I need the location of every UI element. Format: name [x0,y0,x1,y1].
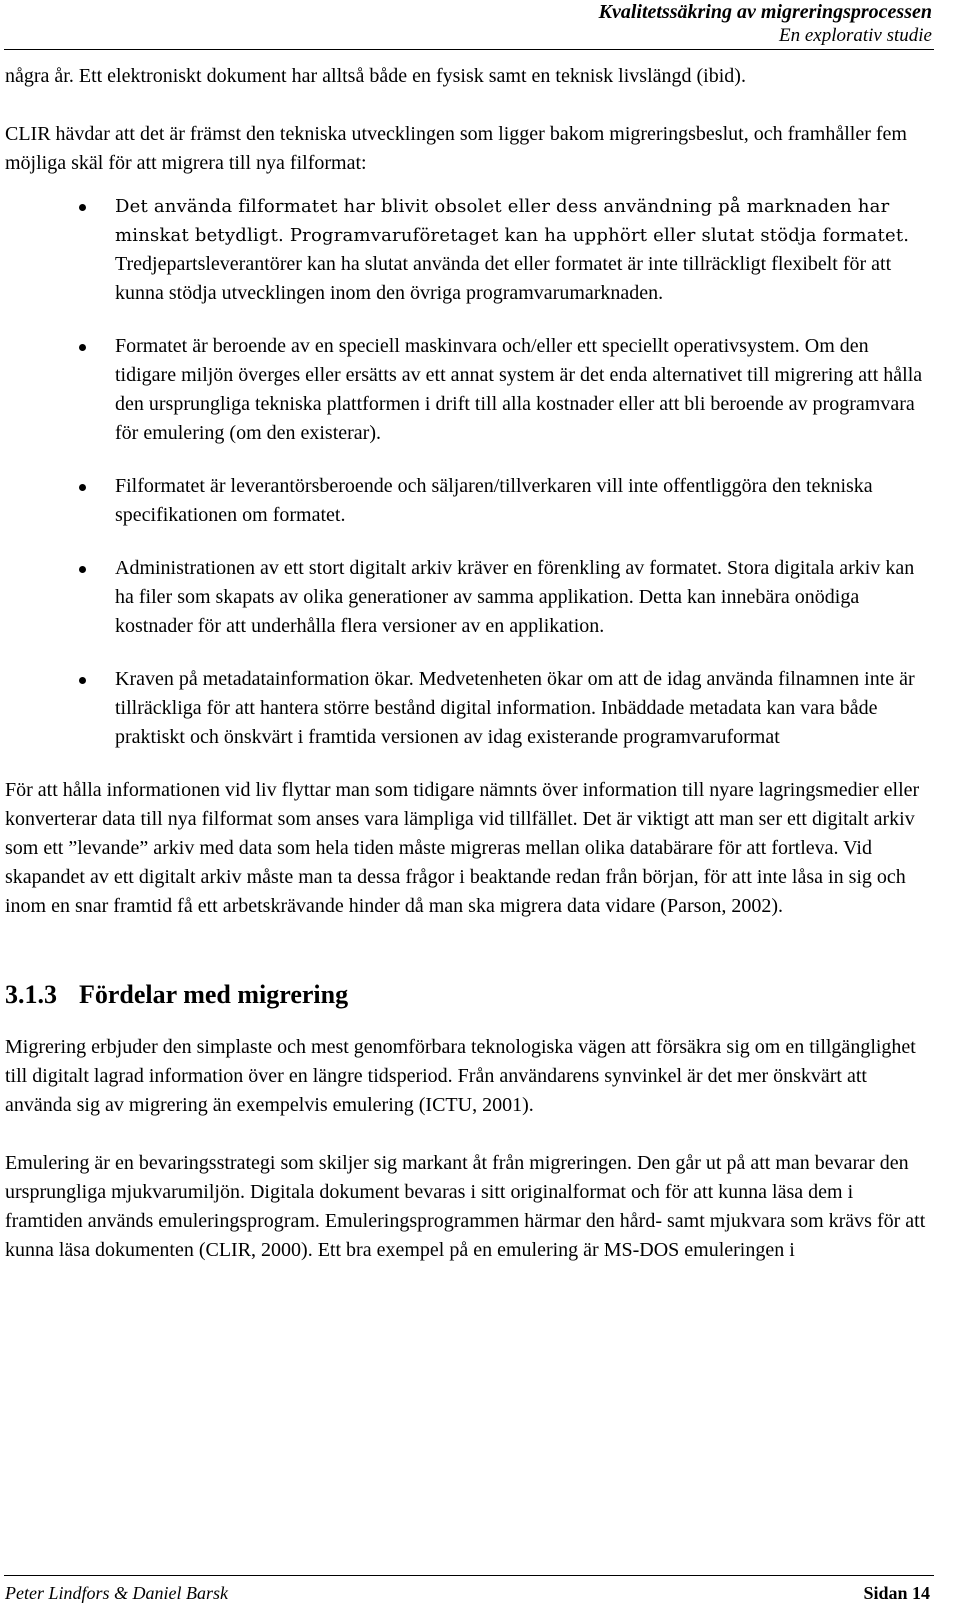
header-divider [4,49,934,50]
bullet-icon [79,566,86,573]
list-item-text: Om den tidigare miljön överges eller ersätts av ett annat system är det enda alternativet till migrering att hålla den ursprungliga tekniska plattformen i drift till alla kostnader eller att bli beroende av programvara för emulering (om den existerar). [115,335,923,444]
paragraph: några år. Ett elektroniskt dokument har alltså både en fysisk samt en teknisk livslängd (ibid). [5,65,746,87]
section-title: Fördelar med migrering [79,980,349,1009]
section-heading [5,979,930,1011]
list-item-lead: Formatet är beroende av en speciell maskinvara och/eller ett speciellt operativsystem. [115,335,800,357]
list-item [5,192,930,308]
list-item-lead: Det använda filformatet har blivit obsolet eller dess användning på marknaden har minskat betydligt. Programvaruföretaget kan ha upphört eller slutat stödja formatet. [115,196,910,246]
list-item-lead: Filformatet är leverantörsberoende och säljaren/tillverkaren vill inte offentliggöra den tekniska specifikationen om formatet. [115,475,873,526]
footer-authors: Peter Lindfors & Daniel Barsk [5,1583,228,1603]
page-number: Sidan 14 [863,1583,930,1603]
paragraph: För att hålla informationen vid liv flyttar man som tidigare nämnts över information till nyare lagringsmedier eller konverterar data till nya filformat som anses vara lämpliga vid tillfället. Det är viktigt att man ser ett digitalt arkiv som ett ”levande” arkiv med data som hela tiden måste migreras mellan olika databärare för att fortleva. Vid skapandet av ett digitalt arkiv måste man ta dessa frågor i beaktande redan från början, för att inte låsa in sig och inom en snar framtid få ett arbetskrävande hinder då man ska migrera data vidare (Parson, 2002). [5,779,920,917]
list-item-lead: Kraven på metadatainformation ökar. Medvetenheten ökar om att de idag använda filnamnen inte är tillräckliga för att hantera större bestånd digital information. Inbäddade metadata kan vara både praktiskt och önskvärt i framtida versionen av idag existerande programvaruformat [115,668,915,748]
list-item [5,554,930,641]
page-header [599,0,932,48]
bullet-icon [79,484,86,491]
section-number: 3.1.3 [5,980,57,1009]
paragraph: Emulering är en bevaringsstrategi som skiljer sig markant åt från migreringen. Den går ut på att man bevarar den ursprungliga mjukvarumiljön. Digitala dokument bevaras i sitt originalformat och för att kunna läsa dem i framtiden används emuleringsprogram. Emuleringsprogrammen härmar den hård- samt mjukvara som krävs för att kunna läsa dokumenten (CLIR, 2000). Ett bra exempel på en emulering är MS-DOS emuleringen i [5,1152,926,1261]
document-body [5,62,930,1265]
footer-divider [4,1575,934,1576]
page-footer [5,1581,930,1605]
bullet-icon [79,677,86,684]
bullet-icon [79,344,86,351]
paragraph: Migrering erbjuder den simplaste och mest genomförbara teknologiska vägen att försäkra sig om en tillgänglighet till digitalt lagrad information över en längre tidsperiod. Från användarens synvinkel är det mer önskvärt att använda sig av migrering än exempelvis emulering (ICTU, 2001). [5,1036,916,1116]
paragraph: CLIR hävdar att det är främst den tekniska utvecklingen som ligger bakom migreringsbeslut, och framhåller fem möjliga skäl för att migrera till nya filformat: [5,123,907,174]
header-subtitle: En explorativ studie [778,25,932,46]
list-item-text: Tredjepartsleverantörer kan ha slutat använda det eller formatet är inte tillräckligt flexibelt för att kunna stödja utvecklingen inom den övriga programvarumarknaden. [115,253,892,304]
bullet-icon [79,204,86,211]
list-item-lead: Administrationen av ett stort digitalt arkiv kräver en förenkling av formatet. Stora digitala arkiv kan ha filer som skapats av olika generationer av samma applikation. Detta kan innebära onödiga kostnader för att underhålla flera versioner av en applikation. [115,557,915,637]
list-item [5,665,930,752]
reasons-list [5,192,930,752]
list-item [5,332,930,448]
list-item [5,472,930,530]
header-title: Kvalitetssäkring av migreringsprocessen [598,1,932,23]
